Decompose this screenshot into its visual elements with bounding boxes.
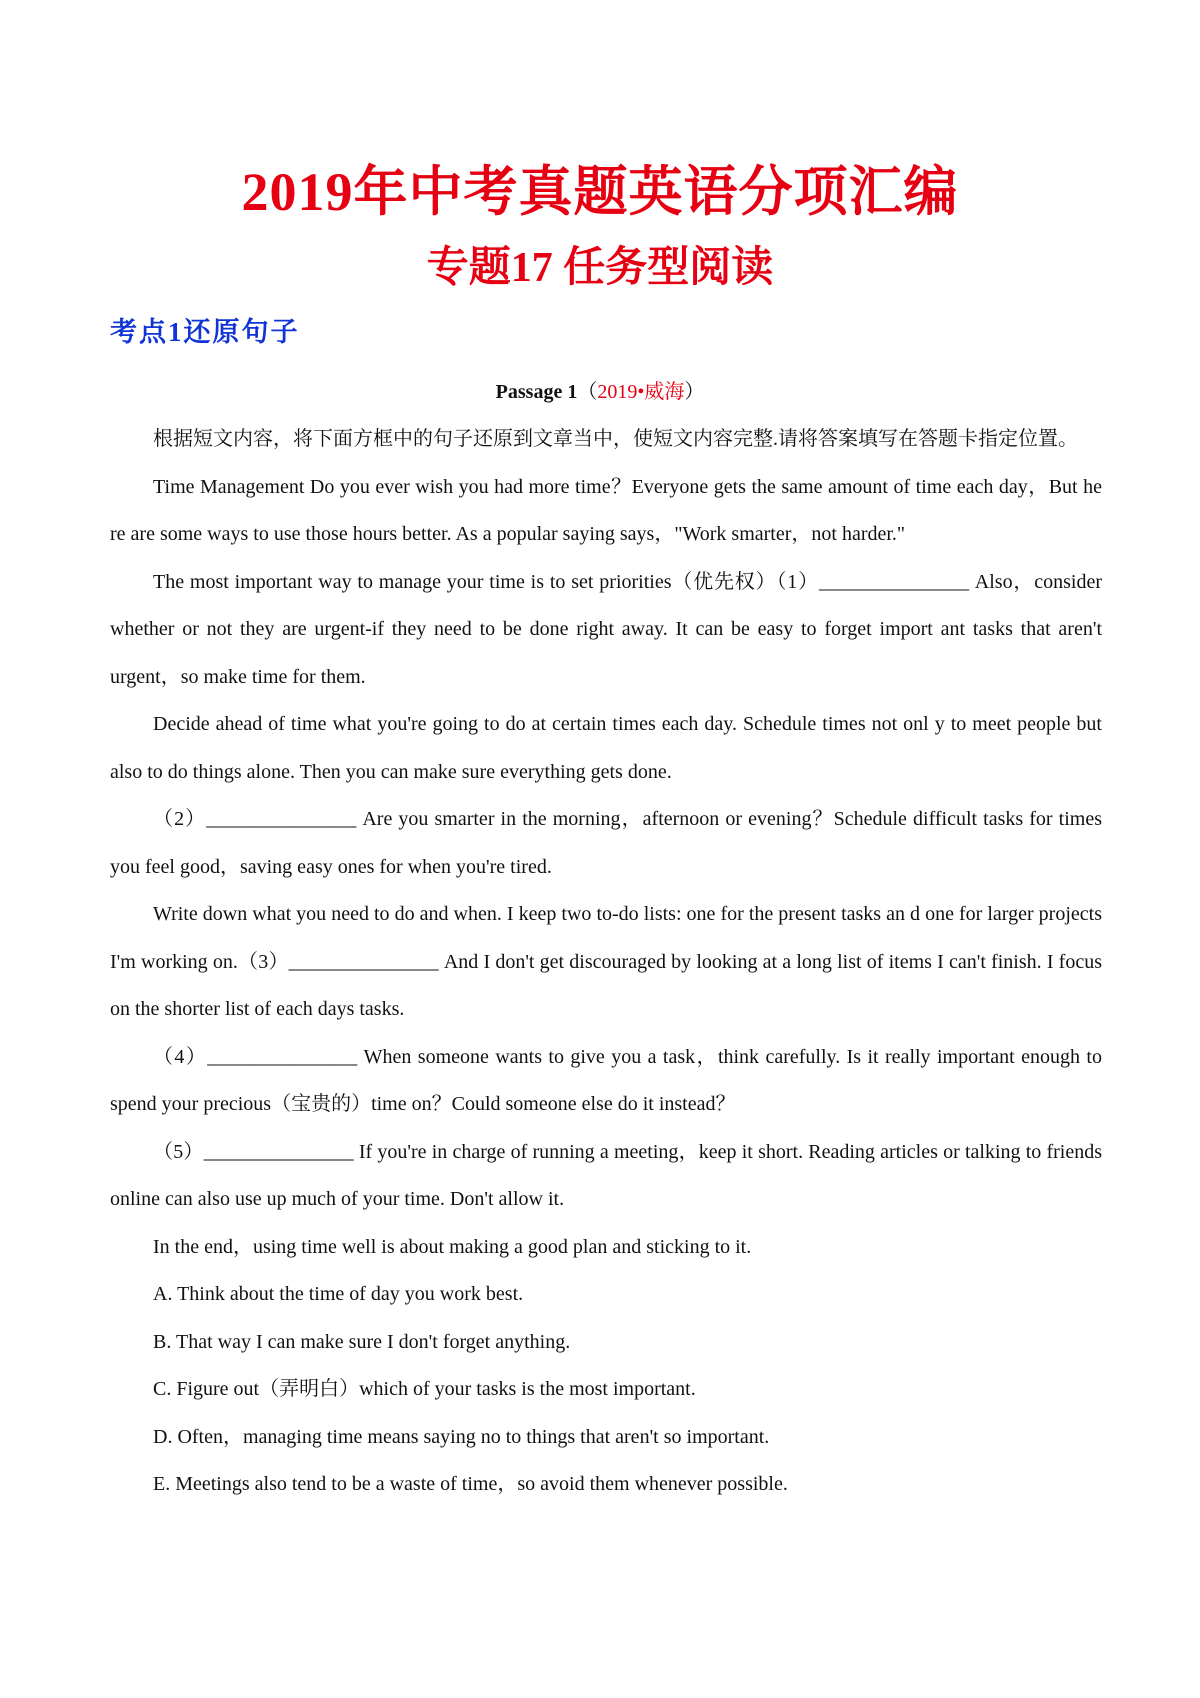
passage-paragraph: Time Management Do you ever wish you had more time？Everyone gets the same amount of time each day，But he re are some ways to use those hours better. As a popular saying says，"Work smarter，not harder." — [110, 475, 1102, 545]
passage-label: Passage 1 — [495, 381, 578, 403]
passage-paragraph: Write down what you need to do and when. I keep two to-do lists: one for the present tasks an d one for larger projects I'm working on.（3）_______________ And I don't get discouraged by looking at a long list of items I can't finish. I focus on the shorter list of each days tasks. — [110, 903, 1102, 1020]
passage-paragraph: （4）_______________ When someone wants to give you a task，think carefully. Is it really important enough to spend your precious（宝贵的）time on？Could someone else do it instead？ — [110, 1045, 1102, 1115]
answer-option: D. Often，managing time means saying no to things that aren't so important. — [153, 1425, 770, 1448]
answer-option: C. Figure out（弄明白）which of your tasks is the most important. — [153, 1378, 696, 1400]
section-heading: 考点1还原句子 — [110, 317, 300, 347]
passage-body — [110, 416, 1102, 1509]
passage-paren-open: （ — [577, 381, 598, 403]
passage-paragraph: （2）_______________ Are you smarter in the morning，afternoon or evening？Schedule difficult tasks for times you feel good，saving easy ones for when you're tired. — [110, 808, 1102, 878]
main-title: 2019年中考真题英语分项汇编 — [241, 162, 959, 222]
passage-source: 2019•威海 — [597, 381, 685, 403]
passage-paragraph: （5）_______________ If you're in charge of running a meeting，keep it short. Reading articles or talking to friends online can also use up much of your time. Don't allow it. — [110, 1140, 1102, 1210]
passage-paragraph: The most important way to manage your time is to set priorities（优先权）（1）_______________ Also，consider whether or not they are urgent-if they need to be done right away. It can be easy to forget import ant tasks that aren't urgent，so make time for them. — [110, 570, 1102, 688]
answer-option: B. That way I can make sure I don't forget anything. — [153, 1330, 571, 1353]
passage-paragraph: Decide ahead of time what you're going to do at certain times each day. Schedule times not onl y to meet people but also to do things alone. Then you can make sure everything gets done. — [110, 713, 1102, 783]
answer-option: E. Meetings also tend to be a waste of time，so avoid them whenever possible. — [153, 1473, 788, 1495]
sub-title: 专题17 任务型阅读 — [426, 245, 774, 291]
instruction-paragraph: 根据短文内容，将下面方框中的句子还原到文章当中，使短文内容完整.请将答案填写在答题卡指定位置。 — [153, 428, 1078, 450]
passage-paragraph: In the end，using time well is about making a good plan and sticking to it. — [153, 1235, 752, 1258]
passage-title — [0, 376, 1200, 408]
passage-paren-close: ） — [684, 381, 705, 403]
answer-option: A. Think about the time of day you work best. — [153, 1283, 524, 1305]
